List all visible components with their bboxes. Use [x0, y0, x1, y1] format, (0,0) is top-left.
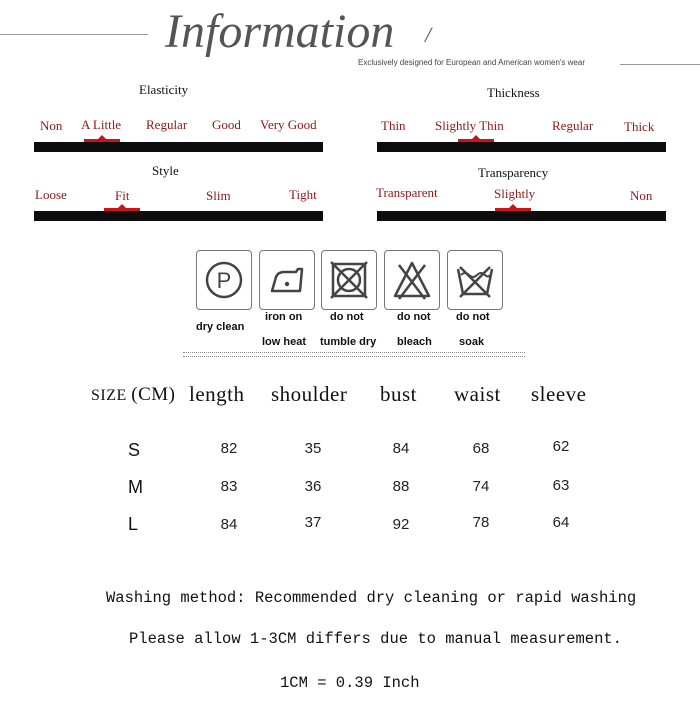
cell-l-length: 84 [220, 516, 238, 533]
page-title: Information [165, 5, 395, 58]
transparency-option: Non [630, 188, 653, 203]
row-size-s: S [128, 440, 141, 460]
style-bar [34, 211, 323, 221]
conversion-note: 1CM = 0.39 Inch [280, 674, 420, 692]
cell-m-length: 83 [220, 478, 238, 495]
column-header-length: length [189, 382, 245, 406]
header-rule-right [620, 64, 700, 65]
care-label-iron-line1: iron on [265, 311, 303, 323]
cell-s-length: 82 [220, 440, 238, 457]
no-soak-icon [447, 250, 503, 310]
care-label-bleach-line1: do not [397, 311, 431, 323]
no-tumble-dry-icon [321, 250, 377, 310]
header-rule-left [0, 34, 148, 35]
cell-s-waist: 68 [472, 440, 490, 457]
iron-low-heat-icon [259, 250, 315, 310]
washing-note: Washing method: Recommended dry cleaning or rapid washing [106, 589, 637, 607]
title-slash: / [425, 22, 432, 47]
column-header-waist: waist [454, 382, 501, 406]
thickness-option-selected: Slightly Thin [435, 118, 504, 133]
care-label-dry-clean: dry clean [196, 321, 245, 333]
transparency-option-selected: Slightly [494, 186, 536, 201]
cell-s-shoulder: 35 [304, 440, 322, 457]
unit-label: (CM) [131, 384, 176, 405]
cell-s-bust: 84 [392, 440, 410, 457]
elasticity-title: Elasticity [139, 82, 189, 97]
care-label-bleach-line2: bleach [397, 336, 432, 348]
cell-m-waist: 74 [472, 478, 490, 495]
column-header-shoulder: shoulder [271, 382, 348, 406]
svg-text:P: P [216, 268, 232, 293]
cell-l-sleeve: 64 [552, 514, 570, 531]
cell-m-shoulder: 36 [304, 478, 322, 495]
allowance-note: Please allow 1-3CM differs due to manual measurement. [129, 630, 622, 648]
elasticity-option: Very Good [260, 117, 317, 132]
transparency-bar [377, 211, 666, 221]
thickness-bar [377, 142, 666, 152]
thickness-option: Thick [624, 119, 655, 134]
column-header-bust: bust [380, 382, 418, 406]
row-size-m: M [128, 477, 143, 497]
transparency-title: Transparency [478, 165, 549, 180]
care-label-soak-line1: do not [456, 311, 490, 323]
care-label-iron-line2: low heat [262, 336, 307, 348]
thickness-title: Thickness [487, 85, 540, 100]
transparency-option: Transparent [376, 185, 438, 200]
cell-s-sleeve: 62 [552, 438, 570, 455]
cell-m-sleeve: 63 [552, 477, 570, 494]
thickness-option: Thin [381, 118, 406, 133]
cell-l-waist: 78 [472, 514, 490, 531]
elasticity-option: Regular [146, 117, 188, 132]
dry-clean-p-icon [196, 250, 252, 310]
style-title: Style [152, 163, 179, 178]
elasticity-bar [34, 142, 323, 152]
column-header-sleeve: sleeve [531, 382, 587, 406]
style-option: Slim [206, 188, 231, 203]
elasticity-option: Good [212, 117, 241, 132]
care-divider [183, 352, 525, 357]
care-label-soak-line2: soak [459, 336, 485, 348]
care-label-tumble-line2: tumble dry [320, 336, 377, 348]
size-header [91, 384, 176, 406]
page-subtitle: Exclusively designed for European and American women's wear [358, 58, 585, 67]
style-option-selected: Fit [115, 188, 130, 203]
thickness-option: Regular [552, 118, 594, 133]
style-option: Loose [35, 187, 67, 202]
cell-l-bust: 92 [392, 516, 410, 533]
row-size-l: L [128, 514, 139, 534]
elasticity-option-selected: A Little [81, 117, 122, 132]
style-option: Tight [289, 187, 317, 202]
no-bleach-icon [384, 250, 440, 310]
care-label-tumble-line1: do not [330, 311, 364, 323]
elasticity-option: Non [40, 118, 63, 133]
size-label: SIZE [91, 387, 127, 404]
cell-m-bust: 88 [392, 478, 410, 495]
cell-l-shoulder: 37 [304, 514, 322, 531]
